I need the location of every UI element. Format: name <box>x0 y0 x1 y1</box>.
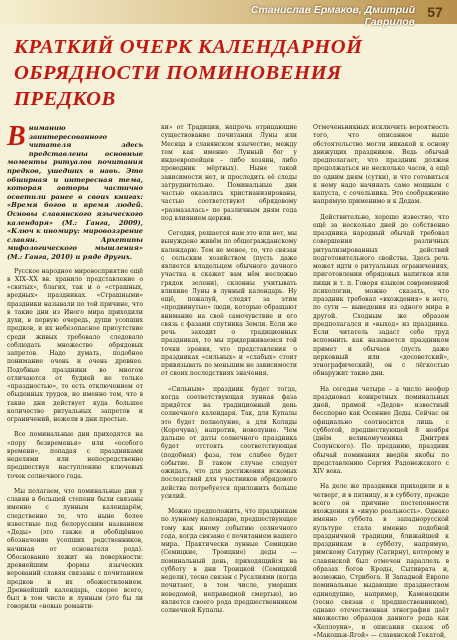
text-column-3 <box>313 124 449 639</box>
paragraph: На деле же праздники приходили и в четверг, и в пятницу, и в субботу, прежде всего он причине постепенности вхождения в «иную реальность». Однако именно суббота в западнорусской культуре стала именно подобной праздничной традиции, ближайшей к праздникам в субботу, напрямую, римскому Сатурну (Сатирну), которому в славянской был отмечен параллель в образах богов Кроды, Сытиврата и, возможно, Стрибога. В Западной Европе поминальные выдающие празднеством единодушно, например, Каменецким (тесно связан с предшественником), однако отечественная этнография даёт множество образцов данного рода как «Хеллоуин», и описания сказок об «Макошьи-Ягой» — славянской Гекатой, <box>313 483 449 639</box>
lead-text: ниманию заинтересованного читателя здесь представлены основные моменты ритуалов почитания предков, ушедших в навь. Это обширная и интересная тема, которая авторы частично осветили ранее в своих книгах: «Время богов и время людей. Основы славянского языческого календаря» (М.: Ганга, 2009), «Ключ к иномиру: мировоззрение славян. Архетипы мифологического мышления» (М.: Ганга, 2010) и ряде других. <box>7 124 143 261</box>
paragraph: Все поминальные дни приходятся на «пору безвременья» или «особого времени», попадая с праздниками неделями или непосредственно предшествуя наступлению ключевых точек солнечного года. <box>7 431 143 480</box>
paragraph: Русское народное мировосприятие ещё в XIX–XX вв. хранило представление о «святых», благих, так и о «страшных, вредных» праздниках. «Страшными» праздники называли по той причине, что в такие дни из Иного мира приходили духи, в первую очередь, души усопших предков, и их небезопасное присутствие среди живых требовало следовало соблюдать множество обрядовых запретов. Надо думать, подобное понимание очень и очень древнее. Подобные праздники во многом отличаются от будней не только «праздностью», то есть отключением от обыденных трудов, но именно тем, что в такие дни действует куда большее количество ритуальных запретов и ограничений, нежели в дни простые. <box>7 267 143 423</box>
text-column-1 <box>7 121 143 632</box>
paragraph: На сегодня четыре – а число неофор праздновал конкретных поминальных дней, прямой «Дедов» известный бесспорно как Осенние Деды. Сейчас он официально соотносится лишь с субботой, предшествующей 8 ноября (днём великомученика Дмитрия Солунского). По преданию, праздник обычай поминания введён якобы по представлению Сергия Радонежского с XIV века. <box>313 385 449 475</box>
text-column-2 <box>161 124 297 632</box>
paragraph: Можно предположить, что праздникам по лунному календарю, предшествующее тому как иному событию солнечного года, когда связано с почитанием нашего мира. Практически лунные Семицкие (Семицкие, Троицкие) деды — поминальный день, приходящийся на субботу в дни Троицкой (Семицкой недели), тесно связан с Русалиями (когда почитают, в том числе, умерших неведомой, неправедной смертью), но является своего рода предшественником солнечной Купалы. <box>161 508 297 614</box>
paragraph: Отмеченьникных исключить вероятность того, что описанное выше обстоятельство могли никакой к основу движущих праздников. Ведь обычай предполагает, что праздник должен продолжаться не несколько часов, а ещё по одним дням (сутки), и что готовиться к нему надо начинать само мощным с капуста, с сочельника. Это соображение напрямую применимо и к Дедам. <box>313 124 449 206</box>
paragraph: «Сильным» праздник будет тогда, когда соответствующая лунная фаза придётся на традиционный день солнечного календаря. Так, для Купалы это будет полнолуние, а для Коляды (Корочуна), напротив, новолуние. Чем дальше от даты солнечного праздника будет отстоять соответствующая (подобная) фаза, тем слабее будет событие. В таком случае следует ожидать, что для достижения искомых последствий для участников обрядового действа потребуется приложить больше усилий. <box>161 385 297 500</box>
authors-header: Станислав Ермаков, Дмитрий Гаврилов <box>250 4 415 28</box>
paragraph: Мы полагаем, что поминальные дни у славян в большей степени были связаны именно с лунным календарём, следственно те, что ныне более известные под белорусским названием «Деды» (это также и обобщённое обозначение усопших родственников, начиная от основателя рода). Обоснование лежит на поверхности: древнейшим формы языческих верований славян связаны с почитанием предков и их обожествлением. Древнейший календарь, скорее всего, был в том числе и лунным (это бы ли говорили «новые романти- <box>7 487 143 611</box>
drop-cap: В <box>7 121 26 152</box>
paragraph: ки» от Традиции, напрочь отрицающие существование почитания Луны или Месяца в славянском язычестве, между тем как именно Лунный бог у индоевропейцев – либо хозяин, либо проводник мёртвых). Ныне такой зависимости нет, и проследить её следы затруднительно. Поминальные дни частью оказались христианизированы, частью соответствуют обрядовому «размазалась» по различным дням года под влиянием церкви. <box>161 124 297 222</box>
article-title: КРАТКИЙ ОЧЕРК КАЛЕНДАРНОЙ ОБРЯДНОСТИ ПОМИНОВЕНИЯ ПРЕДКОВ <box>14 36 363 110</box>
lead-paragraph <box>7 121 143 262</box>
paragraph: Сегодня, решается нам это или нет, мы вынуждено живём по общегражданскому календарю. Тем не менее, то, что связан с сельским хозяйством (пусть даже является владельцем обычного дачного участка к скажет вам нём несложно грядок зелени), склонны учитывать влияние Луны в лунный календарь. Ну ещё, пожалуй, следят за этим «продвинутые» люди, которые обращают внимание на своё самочувствие и его связь с фазами спутника Земли. Если же речь заходит о традиционных праздниках, то мы придерживаемся той точки зрения, что представления о праздниках «сильных» и «слабых» стоит привязывать по меньшим не зависимости от своих последствиях значения. <box>161 230 297 378</box>
paragraph: Действительно, хорошо известно, что ещё за несколько дней до собственно праздника народный обычай требовал совершения различных ритуализированных действий подготовительного свойства. Здесь речь может идти о ритуальных ограничениях, приготовлении обрядовых напитков или пищи и т. п. Говоря языком современной психологии, можно сказать, что праздник требовал «вхождения» в него, по сути — выведения из одного мира в другой. Сходным же образом предполагался и «выход» из праздника. Если читатель задаст себе труд вспомнить как называется праздником примет и обычаев (пусть даже церковный или «досоветский», этнографический), он с лёгкостью обнаружит такие дни. <box>313 213 449 378</box>
page-number: 57 <box>427 4 443 20</box>
